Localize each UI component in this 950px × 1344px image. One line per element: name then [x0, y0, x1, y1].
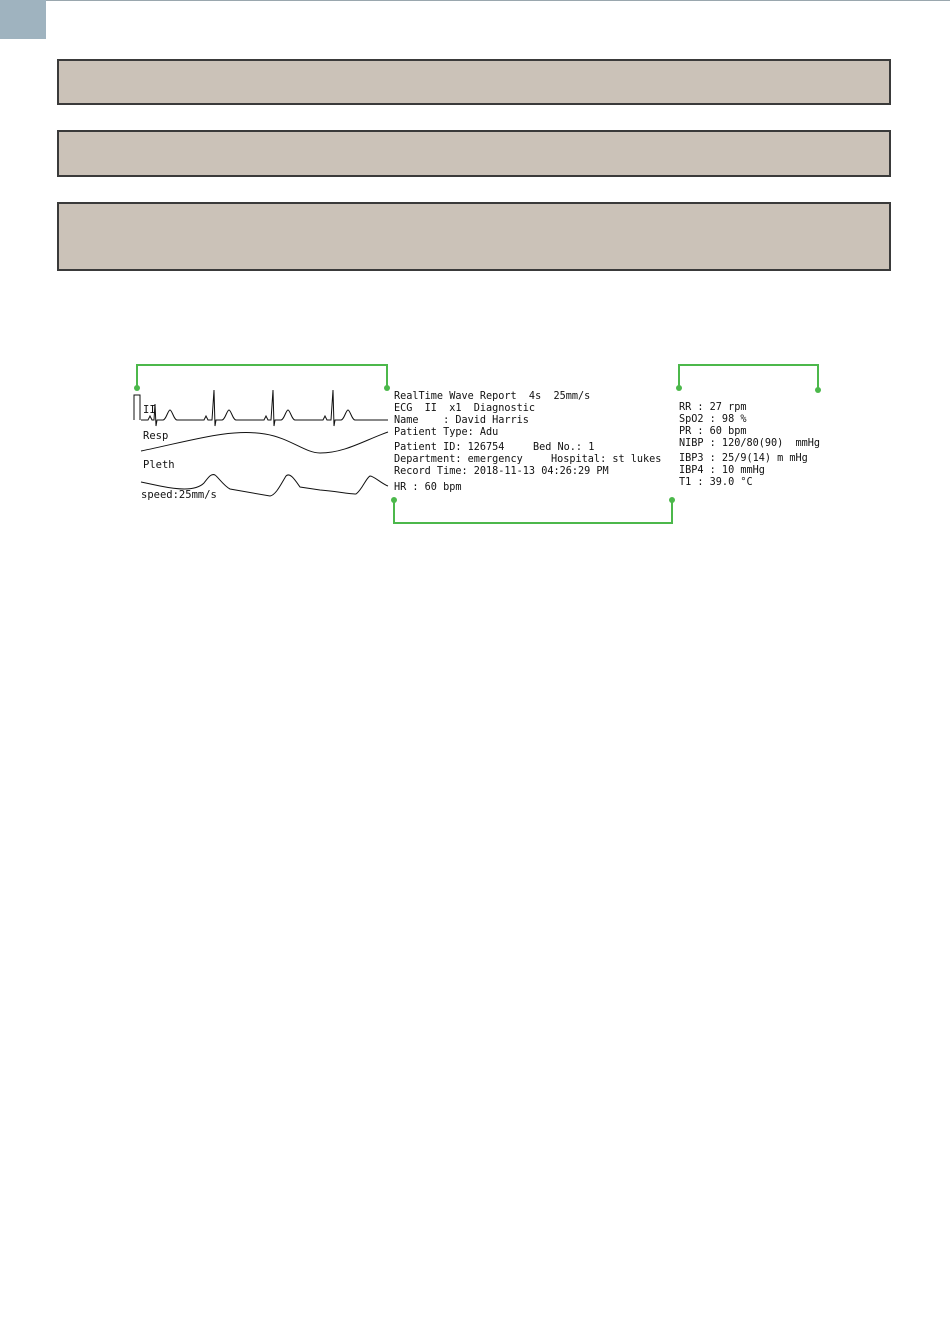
ecg-trace	[141, 390, 388, 426]
ecg-lead-label: II	[143, 404, 156, 416]
bracket-dot	[669, 497, 675, 503]
bracket-waveforms	[137, 365, 387, 388]
resp-trace	[141, 432, 388, 453]
param-t1: T1 : 39.0 °C	[679, 477, 753, 488]
patient-id: Patient ID: 126754	[394, 442, 505, 453]
department: Department: emergency	[394, 454, 523, 465]
hospital: Hospital: st lukes	[551, 454, 662, 465]
bracket-dot	[391, 497, 397, 503]
param-rr: RR : 27 rpm	[679, 402, 747, 413]
bracket-parameters	[679, 365, 818, 390]
bracket-dot	[815, 387, 821, 393]
bracket-dot	[134, 385, 140, 391]
param-pr: PR : 60 bpm	[679, 426, 747, 437]
ecg-setting: ECG II x1 Diagnostic	[394, 403, 536, 414]
pleth-label: Pleth	[143, 459, 175, 471]
param-nibp: NIBP : 120/80(90) mmHg	[679, 438, 821, 449]
bracket-dot	[384, 385, 390, 391]
report-title: RealTime Wave Report 4s 25mm/s	[394, 391, 591, 402]
bracket-dot	[676, 385, 682, 391]
param-spo2: SpO2 : 98 %	[679, 414, 747, 425]
param-ibp4: IBP4 : 10 mmHg	[679, 465, 765, 476]
bracket-patient-info	[394, 500, 672, 523]
ecg-calibration-pulse	[134, 395, 140, 420]
speed-label: speed:25mm/s	[141, 489, 217, 501]
patient-type: Patient Type: Adu	[394, 427, 499, 438]
param-ibp3: IBP3 : 25/9(14) m mHg	[679, 453, 808, 464]
resp-label: Resp	[143, 430, 169, 442]
heart-rate: HR : 60 bpm	[394, 482, 462, 493]
record-time: Record Time: 2018-11-13 04:26:29 PM	[394, 466, 609, 477]
bed-number: Bed No.: 1	[533, 442, 595, 453]
patient-name: Name : David Harris	[394, 415, 529, 426]
